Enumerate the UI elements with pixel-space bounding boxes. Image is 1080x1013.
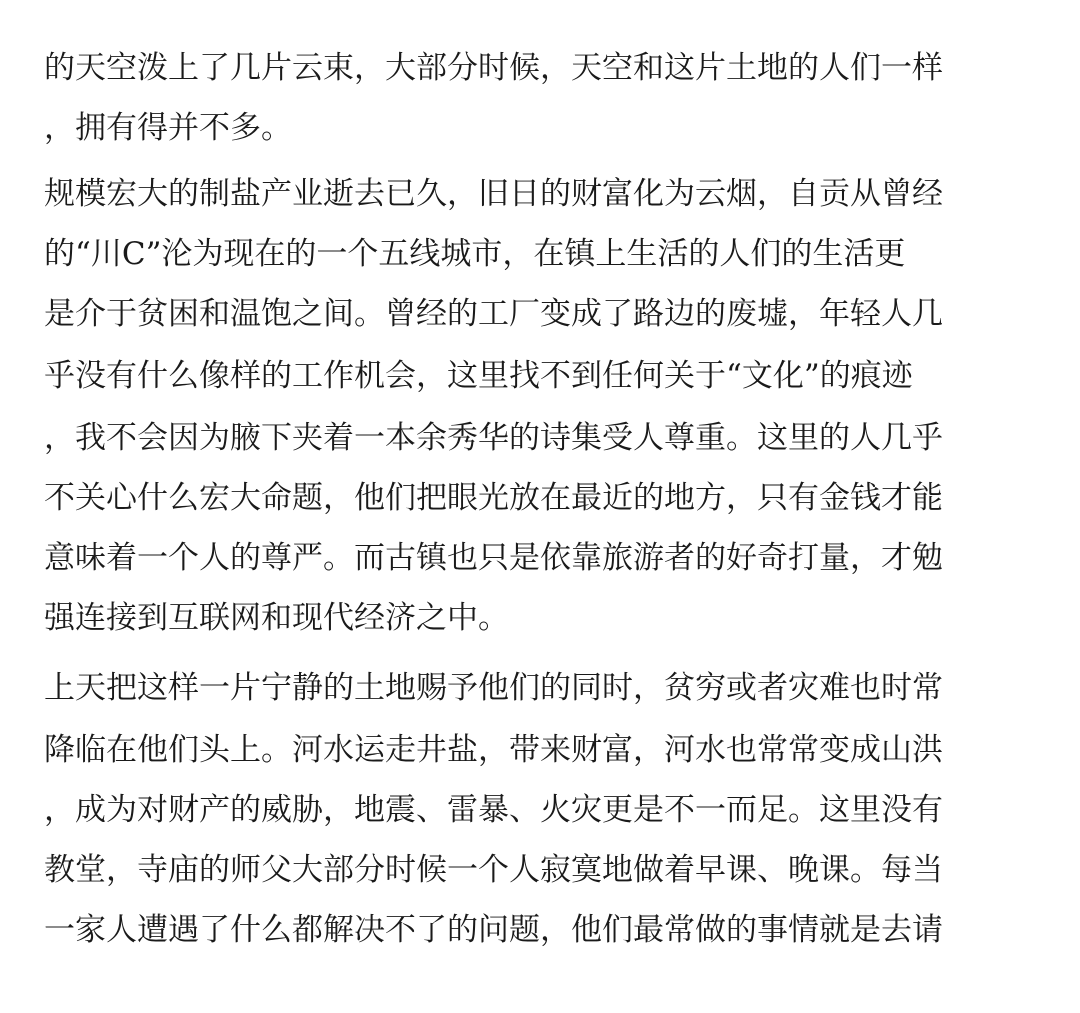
text-line: ，拥有得并不多。 bbox=[44, 110, 292, 146]
text-line: ，成为对财产的威胁，地震、雷暴、火灾更是不一而足。这里没有 bbox=[44, 792, 943, 828]
text-line: 一家人遭遇了什么都解决不了的问题，他们最常做的事情就是去请 bbox=[44, 912, 943, 948]
text-line: 的天空泼上了几片云束，大部分时候，天空和这片土地的人们一样 bbox=[44, 50, 943, 86]
text-line: 规模宏大的制盐产业逝去已久，旧日的财富化为云烟，自贡从曾经 bbox=[44, 176, 943, 212]
text-line: 强连接到互联网和现代经济之中。 bbox=[44, 600, 509, 636]
text-line: 意味着一个人的尊严。而古镇也只是依靠旅游者的好奇打量，才勉 bbox=[44, 540, 943, 576]
text-line: 教堂，寺庙的师父大部分时候一个人寂寞地做着早课、晚课。每当 bbox=[44, 852, 943, 888]
text-line: 降临在他们头上。河水运走井盐，带来财富，河水也常常变成山洪 bbox=[44, 732, 943, 768]
text-line: ，我不会因为腋下夹着一本余秀华的诗集受人尊重。这里的人几乎 bbox=[44, 420, 943, 456]
text-line: 乎没有什么像样的工作机会，这里找不到任何关于“文化”的痕迹 bbox=[44, 358, 913, 394]
text-line: 的“川C”沦为现在的一个五线城市，在镇上生活的人们的生活更 bbox=[44, 236, 906, 272]
text-line: 上天把这样一片宁静的土地赐予他们的同时，贫穷或者灾难也时常 bbox=[44, 670, 943, 706]
text-line: 是介于贫困和温饱之间。曾经的工厂变成了路边的废墟，年轻人几 bbox=[44, 296, 943, 332]
text-line: 不关心什么宏大命题，他们把眼光放在最近的地方，只有金钱才能 bbox=[44, 480, 943, 516]
